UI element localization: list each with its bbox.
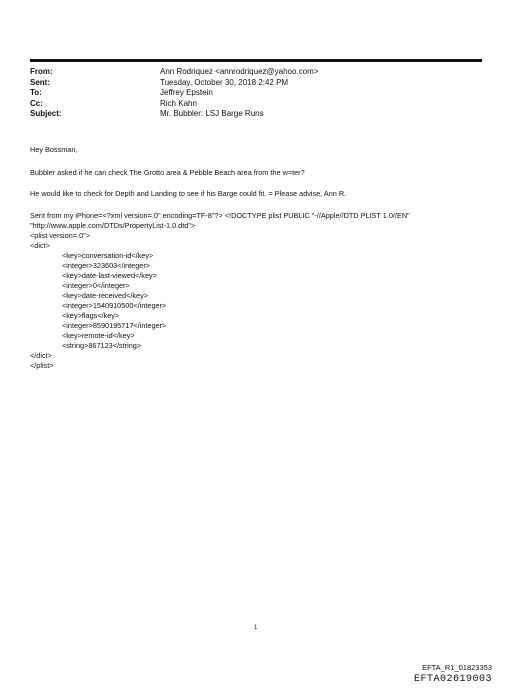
plist-entry: <integer>0</integer> [62,281,130,290]
plist-open: <plist version=.0"> [30,231,90,240]
plist-entry: <integer>8590195717</integer> [62,321,167,330]
header-row-cc [30,99,318,110]
header-row-subject [30,109,318,120]
subject-value: Mr. Bubbler: LSJ Barge Runs [160,109,264,119]
to-label: To: [30,88,42,98]
plist-entry: <key>remote-id</key> [62,331,135,340]
sent-from-line-2: "http://www.apple.com/DTDs/PropertyList-1.0.dtd"> [30,221,196,230]
greeting: Hey Bossman, [30,145,78,154]
header-row-sent [30,78,318,89]
plist-entry: <string>867123</string> [62,341,142,350]
page-number: 1 [254,625,258,631]
header-row-from [30,67,318,78]
body-paragraph-1: Bubbler asked if he can check The Grotto area & Pebble Beach area from the w=ter? [30,168,305,177]
cc-label: Cc: [30,98,43,108]
efta-reference-small: EFTA_R1_01823353 [422,663,492,672]
plist-entry: <integer>323603</integer> [62,261,151,270]
subject-label: Subject: [30,109,62,119]
dict-close: </dict> [30,351,52,360]
efta-reference-large: EFTA02619003 [413,674,492,685]
sent-label: Sent: [30,77,50,87]
header-rule [30,59,482,62]
plist-entry: <key>date-last-viewed</key> [62,271,157,280]
email-body [30,145,490,371]
plist-entry: <integer>1540910500</integer> [62,301,167,310]
cc-value: Rich Kahn [160,98,197,108]
plist-entry: <key>conversation-id</key> [62,251,154,260]
email-header [30,67,318,120]
sent-from-line-1: Sent from my iPhone=<?xml version=.0" encoding=TF-8"?> <!DOCTYPE plist PUBLIC "-//Apple//DTD PLIST 1.0//EN" [30,211,410,220]
to-value: Jeffrey Epstein [160,88,213,98]
plist-close: </plist> [30,361,54,370]
sent-value: Tuesday, October 30, 2018 2:42 PM [160,77,289,87]
plist-entry: <key>date-received</key> [62,291,148,300]
from-value: Ann Rodriquez <annrodriquez@yahoo.com> [160,67,319,76]
dict-open: <dict> [30,241,50,250]
plist-entry: <key>flags</key> [62,311,120,320]
from-label: From: [30,67,53,76]
body-paragraph-2: He would like to check for Depth and Landing to see if his Barge could fit. = Please advise, Ann R. [30,189,347,198]
header-row-to [30,88,318,99]
